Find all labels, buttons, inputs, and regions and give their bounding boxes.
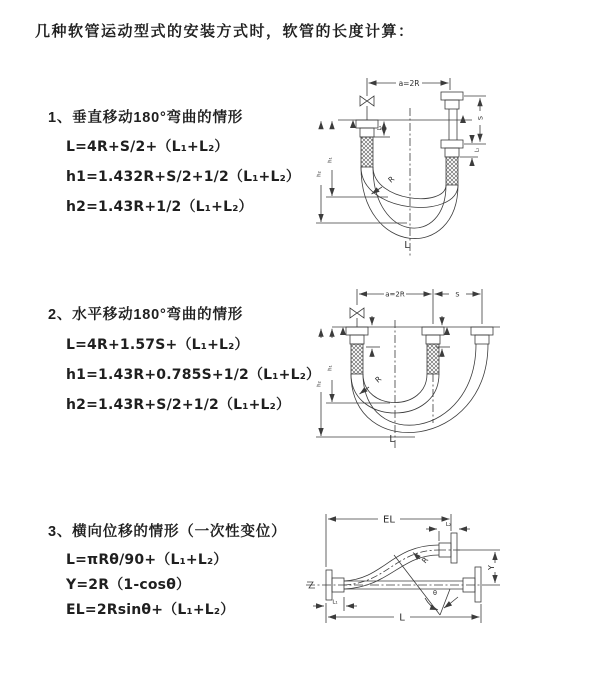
d3-linework xyxy=(306,514,500,623)
section2-heading: 2、水平移动180°弯曲的情形 xyxy=(48,307,244,323)
d1-l1-label: L₁ xyxy=(377,125,383,131)
d3-l1-label: L₁ xyxy=(332,599,338,606)
d1-l2-label: L₂ xyxy=(474,147,481,153)
d3-y-label: Y xyxy=(487,565,496,570)
d3-labels xyxy=(332,515,496,624)
d2-s-label: S xyxy=(455,290,460,299)
up-arrow-icon xyxy=(444,327,450,335)
d2-h1-label: h₁ xyxy=(327,365,334,371)
section2-formula-h1: h1=1.43R+0.785S+1/2（L₁+L₂） xyxy=(66,367,321,383)
page-title: 几种软管运动型式的安装方式时，软管的长度计算： xyxy=(35,23,415,40)
d3-radius-label: R xyxy=(419,555,431,566)
valve-icon xyxy=(350,308,364,318)
section3-heading: 3、横向位移的情形（一次性变位） xyxy=(48,524,287,540)
d2-linework xyxy=(316,289,500,448)
d3-l2-label: L₂ xyxy=(445,522,452,528)
d1-width-label: a=2R xyxy=(398,79,420,88)
valve-icon xyxy=(360,96,374,106)
up-arrow-icon xyxy=(460,115,466,123)
section2-formula-l: L=4R+1.57S+（L₁+L₂） xyxy=(66,337,249,353)
section2-formula-h2: h2=1.43R+S/2+1/2（L₁+L₂） xyxy=(66,397,291,413)
diagram-horizontal-180-bend xyxy=(310,280,590,455)
d1-length-label: L xyxy=(404,240,410,251)
section1-formula-h2: h2=1.43R+1/2（L₁+L₂） xyxy=(66,199,253,215)
up-arrow-icon xyxy=(340,327,346,335)
d1-linework xyxy=(316,78,486,256)
d1-radius-label: R xyxy=(386,174,397,185)
d1-s-label: S xyxy=(476,115,485,121)
up-arrow-icon xyxy=(350,120,356,128)
section3-formula-l: L=πRθ/90+（L₁+L₂） xyxy=(66,552,228,568)
diagram-lateral-displacement xyxy=(298,505,595,665)
d3-length-label: L xyxy=(399,612,405,624)
d2-width-label: a=2R xyxy=(385,290,405,299)
d2-h2-label: h₂ xyxy=(316,381,323,387)
section3-formula-el: EL=2Rsinθ+（L₁+L₂） xyxy=(66,602,235,618)
section1-heading: 1、垂直移动180°弯曲的情形 xyxy=(48,110,244,126)
diagram-vertical-180-bend xyxy=(310,70,590,265)
d3-angle-label: θ xyxy=(433,589,437,597)
d1-h1-label: h₁ xyxy=(327,157,334,163)
section1-formula-h1: h1=1.432R+S/2+1/2（L₁+L₂） xyxy=(66,169,301,185)
d1-h2-label: h₂ xyxy=(316,171,323,177)
section3-formula-y: Y=2R（1-cosθ） xyxy=(66,577,191,593)
d2-length-label: L xyxy=(389,434,395,445)
d2-radius-label: R xyxy=(373,374,384,385)
section1-formula-l: L=4R+S/2+（L₁+L₂） xyxy=(66,139,229,155)
d3-el-label: EL xyxy=(383,514,395,526)
